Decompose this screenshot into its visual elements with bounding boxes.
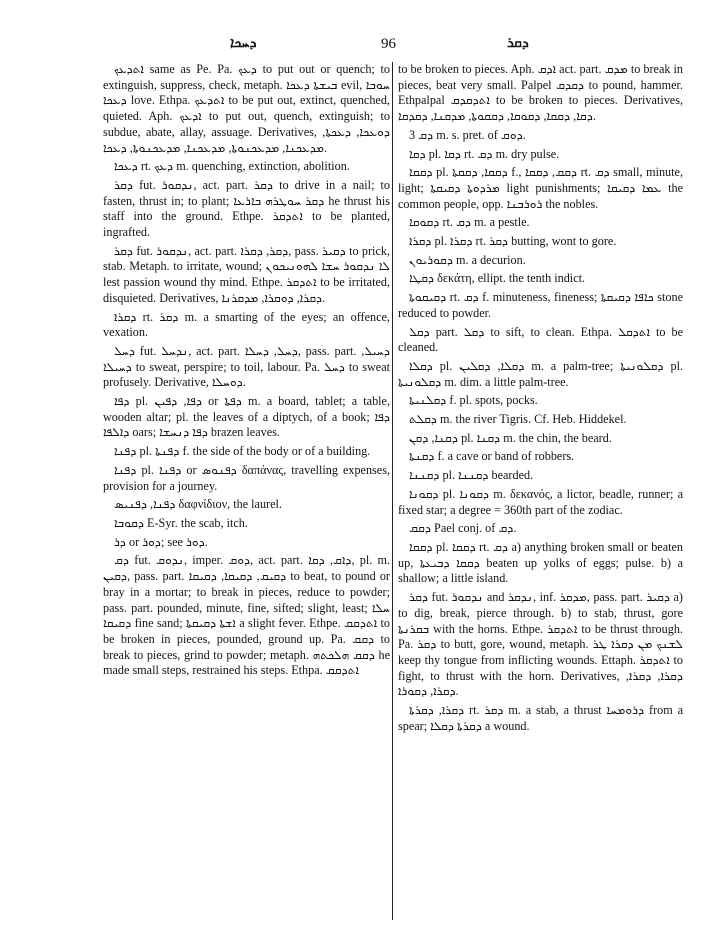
dictionary-entry: ܕܩܠܐ pl. ܕܩܠܐ, ܕܩܠܝܢ m. a palm-tree; ܕܩܠܘܢܝܬܐ pl. ܕܩܠܘܢܝܬܐ m. dim. a little palm-tree. [398, 358, 683, 389]
dictionary-entry: ܕܦܐ pl. ܕܦܐ, ܕܦܝܢ or ܕܦܬܐ m. a board, tablet; a table, wooden altar; pl. the leaves of a diptych, of a book; ܕܦܐ ܕܐܠܦܐ oars; ܕܦܐ ܕܢܚܫܐ brazen leaves. [103, 394, 391, 440]
dictionary-entry: ܕܩܢܬܐ f. a cave or band of robbers. [409, 449, 575, 464]
dictionary-entry: ܕܩ 3 m. s. pret. of ܕܘܩ. [409, 127, 526, 142]
dictionary-entry: ܕܩܪ fut. ܢܕܩܘܪ, act. part. ܕܩܪ to drive in a nail; to fasten, thrust in; to plant; ܕܩܪ ܚܘܛܪܗ ܒܐܪܥܐ he thrust his staff into the ground. Ethpe. ܐܬܕܩܪ to be planted, ingrafted. [103, 177, 391, 240]
dictionary-entry: ܕܩ fut. ܢܕܘܩ, imper. ܕܘܩ, act. part. ܕܐܩ, ܕܩܐ, pl. m. ܕܩܝܢ, pass. part. ܕܩܝܩ, ܕܩܝܩܐ, ܕܩܝܩܐ to beat, to pound or bray in a mortar; to break in pieces, reduce to powder; pass. part. pounded, minute, fine, sifted; slight, least; ܚܠܐ ܕܩܝܩܐ fine sand; ܐܫܬܐ ܕܩܝܩܬܐ a slight fever. Ethpe. ܐܬܕܩܩ to be broken in pieces, pounded, ground up. Pa. ܕܩܩ to break to pieces, grind to powder; metaph. ܕܩܩ ܗܠܟܬܗ he made small steps, restrained his steps. Ethpa. ܐܬܕܩܩ [103, 553, 391, 678]
running-head-right: ܕܩܪ [507, 36, 529, 51]
dictionary-entry: ܕܩܝܩܘܬܐ rt. ܕܩ f. minuteness, fineness; ܟܐܦܐ ܕܩܝܩܬܐ stone reduced to powder. [398, 290, 683, 320]
dictionary-entry: ܕܩܐ pl. ܕܩܐ rt. ܕܩ m. dry pulse. [409, 146, 560, 161]
right-column [398, 62, 683, 737]
dictionary-entry: ܕܩܛܐ δεκάτη, ellipt. the tenth indict. [409, 271, 586, 286]
running-head-left: ܕܚܟܐ [230, 36, 257, 51]
dictionary-entry: ܕܩܪܐ rt. ܕܩܪ m. a smarting of the eyes; an offence, vexation. [103, 309, 390, 340]
dictionary-entry: ܕܦܢܐ pl. ܕܦܢܐ or ܕܦܢܘܣ δαπάνας, travelling expenses, provision for a journey. [103, 462, 390, 493]
dictionary-entry: ܕܩܪܐ pl. ܕܩܪܐ rt. ܕܩܪ butting, wont to gore. [409, 234, 617, 249]
dictionary-entry: ܕܩܪ fut. ܢܕܩܘܪ, act. part. ܕܩܪ, ܕܩܪܐ, pass. ܕܩܝܪ to prick, stab. Metaph. to irritate, wound; ܠܐ ܢܕܩܘܪ ܚܫܐ ܠܗܘܢܝܟܘܢ lest passion wound thy mind. Ethpe. ܐܬܕܩܪ to be irritated, disquieted. Derivatives, ܕܩܪܐ, ܕܘܩܪܐ, ܡܕܩܪܢܐ. [103, 243, 391, 305]
dictionary-entry: ܕܥܟܐ rt. ܕܥܟ m. quenching, extinction, abolition. [114, 159, 350, 174]
dictionary-entry: ܕܩܘܢܐ pl. ܕܩܘܢܐ m. δεκανός, a lictor, beadle, runner; a fixed star; a degree = 360th part of the zodiac. [398, 486, 683, 517]
dictionary-entry: to be broken to pieces. Aph. ܐܕܩ act. part. ܡܕܩ to break in pieces, beat very small. Palpel ܕܩܕܩ to pound, hammer. Ethpalpal ܐܬܕܩܕܩ to be broken to pieces. Derivatives, ܕܩܐ, ܕܩܩܐ, ܕܩܘܩܐ, ܕܩܩܘܬܐ, ܡܕܩܢܐ, ܕܩܕܩܐ. [398, 62, 684, 124]
column-divider [392, 62, 393, 920]
dictionary-entry: ܕܩܩܐ pl. ܕܩܩܐ rt. ܕܩ a) anything broken small or beaten up, ܕܩܩܐ ܕܒܝܥܬܐ beaten up yolks of eggs; pulse. b) a shallow; a little island. [398, 539, 683, 586]
dictionary-entry: ܕܦܢܐ pl. ܕܦܢܬܐ f. the side of the body or of a building. [114, 444, 371, 459]
dictionary-entry: ܕܩܘܩܐ rt. ܕܩ m. a pestle. [409, 215, 530, 230]
page-number: 96 [381, 36, 396, 52]
dictionary-entry: ܕܩܠܢܝܬܐ f. pl. spots, pocks. [409, 393, 538, 408]
dictionary-entry: ܕܩܩܐ pl. ܕܩܩܐ, ܕܩܩܬܐ f., ܕܩܩ, ܕܩܩܐ rt. ܕܩ small, minute, light; ܡܪܕܘܬܐ ܕܩܝܩܬܐ light punishments; ܥܡܐ ܕܩܝܩܐ the common people, opp. ܪܘܪܒܢܐ the nobles. [398, 165, 683, 211]
dictionary-entry: ܕܩܢܢܐ pl. ܕܩܢܢܐ bearded. [409, 468, 534, 483]
dictionary-entry: ܕܩܪ fut. ܢܕܩܘܪ and ܢܕܩܪ, inf. ܡܕܩܪ, pass. part. ܕܩܝܪ a) to dig, break, pierce through. b) to stab, thrust, gore ܒܩܪܢܬܐ with the horns. Ethpe. ܐܬܕܩܪ to be thrust through. Pa. ܕܩܪ to butt, gore, wound, metaph. ܠܫܢܟ ܡܢ ܕܩܪܐ ܛܪ keep thy tongue from inflicting wounds. Ettaph. ܐܬܕܩܪ to fight, to thrust with the horn. Derivatives, ܕܩܪܐ, ܕܩܪܐ, ܕܩܪܐ, ܕܩܘܪܐ. [398, 590, 683, 699]
dictionary-entry: ܕܩܩ Pael conj. of ܕܩ. [409, 521, 517, 536]
dictionary-entry: ܕܪ or ܕܘܪ; see ܕܘܪ. [114, 534, 208, 549]
dictionary-entry: ܕܚܠ fut. ܢܕܚܠ, act. part. ܕܚܠ, ܕܚܠܐ, pass. part. ܕܚܝܠ, ܕܚܝܠܐ to sweat, perspire; to toil, labour. Pa. ܕܚܠ to sweat profusely. Derivative, ܕܘܚܠܐ. [103, 343, 391, 390]
dictionary-entry: ܕܩܘܒܐ E-Syr. the scab, itch. [114, 515, 248, 530]
dictionary-entry: ܕܩܘܪܝܘܢ m. a decurion. [409, 252, 526, 267]
dictionary-entry: ܕܩܠ part. ܕܩܠ to sift, to clean. Ethpa. ܐܬܕܩܠ to be cleaned. [398, 324, 683, 355]
dictionary-entry: ܕܩܠܬ m. the river Tigris. Cf. Heb. Hiddekel. [409, 412, 627, 427]
dictionary-entry: ܐܬܕܥܟ same as Pe. Pa. ܕܥܟ to put out or quench; to extinguish, suppress, check, metaph. ܒܝܫܬܐ ܕܥܟܐ evil, ܚܘܒܐ ܕܥܟܐ love. Ethpa. ܐܬܕܥܟ to be put out, extinct, quenched, quieted. Aph. ܐܕܥܟ to put out, quench, extinguish; to subdue, abate, allay, assuage. Derivatives, ܕܘܥܟܐ, ܕܥܟܬܐ, ܡܕܥܟܢܐ, ܡܕܥܟܢܘܬܐ, ܡܕܥܟܢܐ, ܡܕܥܟܢܘܬܐ, ܕܥܟܐ. [103, 62, 390, 155]
dictionary-entry: ܕܦܢܐ, ܕܦܢܝܣ δαφνίδιον, the laurel. [114, 497, 282, 512]
left-column [103, 62, 390, 682]
dictionary-entry: ܕܩܪܐ, ܕܩܪܬܐ rt. ܕܩܪ m. a stab, a thrust ܕܪܘܡܚܐ from a spear; ܕܩܪܬܐ ܕܩܠܐ a wound. [398, 703, 683, 733]
dictionary-entry: ܕܩܢܐ, ܕܩܢ pl. ܕܩܢܐ m. the chin, the beard. [409, 430, 612, 445]
